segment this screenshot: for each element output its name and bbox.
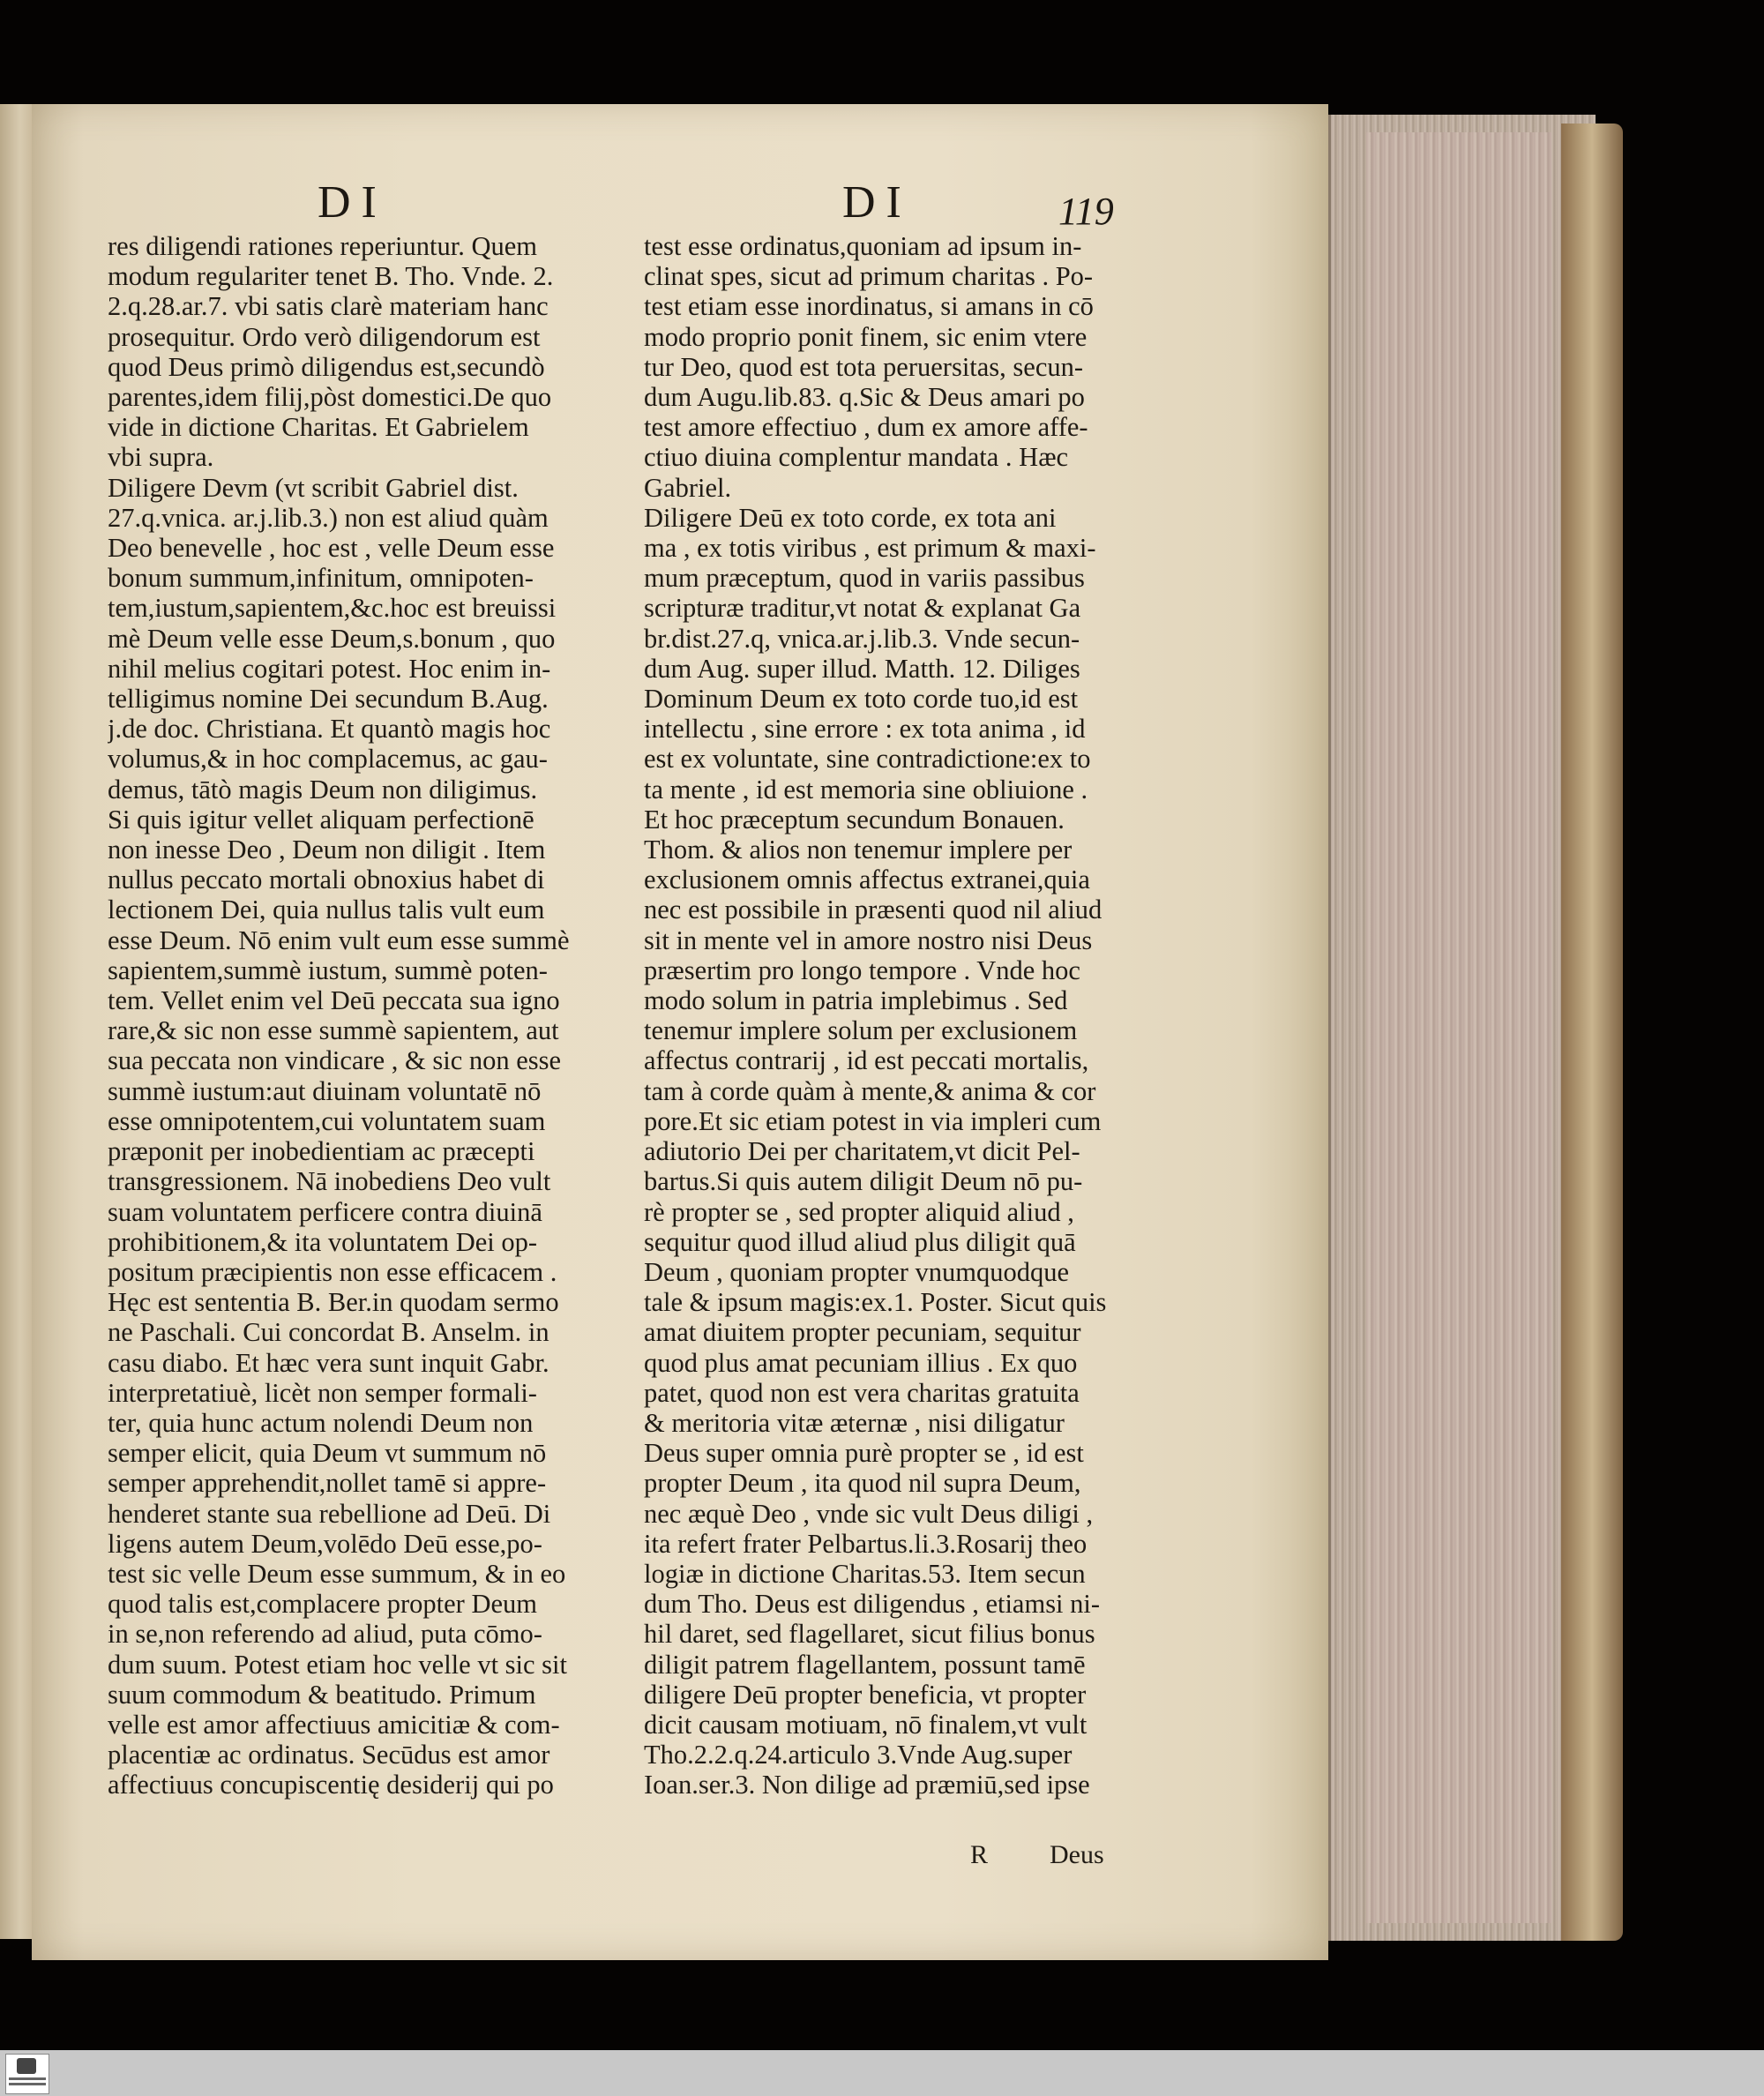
text-line: ne Paschali. Cui concordat B. Anselm. in (108, 1317, 549, 1348)
text-line: nihil melius cogitari potest. Hoc enim in- (108, 653, 551, 684)
text-line: tem. Vellet enim vel Deū peccata sua igno (108, 985, 560, 1016)
text-line: intellectu , sine errore : ex tota anima , id (644, 714, 1086, 745)
text-line: diligere Deū propter beneficia, vt propter (644, 1679, 1087, 1710)
text-line: dum Aug. super illud. Matth. 12. Diliges (644, 653, 1080, 684)
text-line: tur Deo, quod est tota peruersitas, secun- (644, 351, 1084, 382)
book-cover (1561, 124, 1623, 1941)
text-line: tenemur implere solum per exclusionem (644, 1015, 1078, 1046)
text-line: mum præceptum, quod in variis passibus (644, 563, 1085, 594)
text-line: prohibitionem,& ita voluntatem Dei op- (108, 1226, 538, 1257)
text-line: quod talis est,complacere propter Deum (108, 1589, 537, 1620)
text-line: vide in dictione Charitas. Et Gabrielem (108, 412, 529, 443)
viewer-footer-bar (0, 2050, 1764, 2096)
text-line: Hęc est sententia B. Ber.in quodam sermo (108, 1287, 559, 1318)
text-line: in se,non referendo ad aliud, puta cōmo- (108, 1619, 542, 1650)
text-line: sequitur quod illud aliud plus diligit quā (644, 1226, 1076, 1257)
text-line: Si quis igitur vellet aliquam perfectionē (108, 804, 534, 835)
text-line: sua peccata non vindicare , & sic non esse (108, 1045, 562, 1076)
text-line: test etiam esse inordinatus, si amans in cō (644, 291, 1094, 322)
text-line: pore.Et sic etiam potest in via impleri cum (644, 1105, 1102, 1136)
text-line: suum commodum & beatitudo. Primum (108, 1679, 536, 1710)
text-line: præponit per inobedientiam ac præcepti (108, 1136, 535, 1167)
text-line: Diligere Devm (vt scribit Gabriel dist. (108, 472, 519, 503)
text-line: j.de doc. Christiana. Et quantò magis hoc (108, 714, 551, 745)
text-line: ctiuo diuina complentur mandata . Hæc (644, 442, 1069, 473)
text-line: est ex voluntate, sine contradictione:ex to (644, 744, 1091, 775)
text-line: ita refert frater Pelbartus.li.3.Rosarij theo (644, 1528, 1088, 1559)
text-line: interpretatiuè, licèt non semper formali- (108, 1377, 537, 1408)
text-line: semper elicit, quia Deum vt summum nō (108, 1438, 547, 1469)
text-line: exclusionem omnis affectus extranei,quia (644, 865, 1090, 895)
text-line: summè iustum:aut diuinam voluntatē nō (108, 1075, 542, 1106)
text-line: positum præcipientis non esse efficacem . (108, 1256, 557, 1287)
text-line: hil daret, sed flagellaret, sicut filius bonus (644, 1619, 1095, 1650)
signature-mark: R (970, 1840, 989, 1869)
text-line: transgressionem. Nā inobediens Deo vult (108, 1166, 551, 1197)
text-line: dum Augu.lib.83. q.Sic & Deus amari po (644, 382, 1085, 413)
text-line: diligit patrem flagellantem, possunt tamē (644, 1649, 1086, 1680)
facing-page-edge (0, 104, 35, 1939)
text-line: affectiuus concupiscentię desiderij qui po (108, 1770, 554, 1800)
text-line: tale & ipsum magis:ex.1. Poster. Sicut quis (644, 1287, 1107, 1318)
text-line: nec æquè Deo , vnde sic vult Deus diligi , (644, 1498, 1094, 1529)
text-line: telligimus nomine Dei secundum B.Aug. (108, 684, 549, 715)
text-line: Diligere Deū ex toto corde, ex tota ani (644, 502, 1057, 533)
text-line: Thom. & alios non tenemur implere per (644, 835, 1073, 865)
text-line: test esse ordinatus,quoniam ad ipsum in- (644, 231, 1082, 261)
text-line: Dominum Deum ex toto corde tuo,id est (644, 684, 1079, 715)
text-line: ter, quia hunc actum nolendi Deum non (108, 1407, 534, 1438)
page-number: 119 (1058, 190, 1114, 233)
text-line: ta mente , id est memoria sine obliuione . (644, 774, 1088, 805)
running-head-right: DI (842, 177, 912, 228)
text-line: test amore effectiuo , dum ex amore affe- (644, 412, 1088, 443)
text-line: bartus.Si quis autem diligit Deum nō pu- (644, 1166, 1083, 1197)
text-line: nullus peccato mortali obnoxius habet di (108, 865, 545, 895)
text-line: parentes,idem filij,pòst domestici.De quo (108, 382, 552, 413)
text-line: demus, tātò magis Deum non diligimus. (108, 774, 538, 805)
text-line: dum Tho. Deus est diligendus , etiamsi ni- (644, 1589, 1101, 1620)
text-line: Deum , quoniam propter vnumquodque (644, 1256, 1069, 1287)
text-line: res diligendi rationes reperiuntur. Quem (108, 231, 538, 261)
library-logo-icon (5, 2054, 49, 2094)
text-line: affectus contrarij , id est peccati mortalis, (644, 1045, 1089, 1076)
text-line: scripturæ traditur,vt notat & explanat Ga (644, 593, 1081, 624)
text-line: sit in mente vel in amore nostro nisi Deus (644, 924, 1093, 955)
text-line: casu diabo. Et hæc vera sunt inquit Gabr. (108, 1347, 549, 1378)
text-line: Gabriel. (644, 472, 732, 503)
text-line: 27.q.vnica. ar.j.lib.3.) non est aliud quàm (108, 502, 549, 533)
text-line: sapientem,summè iustum, summè poten- (108, 954, 548, 985)
text-line: quod Deus primò diligendus est,secundò (108, 351, 545, 382)
text-line: tem,iustum,sapientem,&c.hoc est breuissi (108, 593, 557, 624)
text-line: velle est amor affectiuus amicitiæ & com- (108, 1709, 560, 1740)
text-line: mè Deum velle esse Deum,s.bonum , quo (108, 623, 556, 654)
text-column-left (108, 231, 637, 1800)
text-line: patet, quod non est vera charitas gratuita (644, 1377, 1080, 1408)
text-line: bonum summum,infinitum, omnipoten- (108, 563, 534, 594)
text-line: modum regulariter tenet B. Tho. Vnde. 2. (108, 261, 554, 292)
text-line: lectionem Dei, quia nullus talis vult eum (108, 895, 545, 925)
text-line: volumus,& in hoc complacemus, ac gau- (108, 744, 548, 775)
running-head-left: DI (318, 177, 387, 228)
text-line: suam voluntatem perficere contra diuinā (108, 1196, 542, 1227)
text-column-right (644, 231, 1173, 1800)
text-line: Deo benevelle , hoc est , velle Deum esse (108, 533, 555, 564)
text-line: vbi supra. (108, 442, 214, 473)
text-line: adiutorio Dei per charitatem,vt dicit Pel- (644, 1136, 1080, 1167)
text-line: Ioan.ser.3. Non dilige ad præmiū,sed ipse (644, 1770, 1090, 1800)
text-line: placentiæ ac ordinatus. Secūdus est amor (108, 1740, 550, 1770)
text-line: henderet stante sua rebellione ad Deū. Di (108, 1498, 551, 1529)
text-line: ligens autem Deum,volēdo Deū esse,po- (108, 1528, 542, 1559)
text-line: non inesse Deo , Deum non diligit . Item (108, 835, 546, 865)
text-line: rare,& sic non esse summè sapientem, aut (108, 1015, 559, 1046)
text-line: Deus super omnia purè propter se , id est (644, 1438, 1084, 1469)
text-line: Et hoc præceptum secundum Bonauen. (644, 804, 1065, 835)
text-line: clinat spes, sicut ad primum charitas . Po- (644, 261, 1094, 292)
text-line: modo proprio ponit finem, sic enim vtere (644, 321, 1088, 352)
text-line: tam à corde quàm à mente,& anima & cor (644, 1075, 1096, 1106)
text-line: logiæ in dictione Charitas.53. Item secun (644, 1558, 1086, 1589)
text-line: test sic velle Deum esse summum, & in eo (108, 1558, 566, 1589)
text-line: dicit causam motiuam, nō finalem,vt vult (644, 1709, 1088, 1740)
text-line: amat diuitem propter pecuniam, sequitur (644, 1317, 1081, 1348)
text-line: præsertim pro longo tempore . Vnde hoc (644, 954, 1080, 985)
fore-edge-leaves (1366, 132, 1551, 1923)
text-line: propter Deum , ita quod nil supra Deum, (644, 1468, 1081, 1499)
text-line: & meritoria vitæ æternæ , nisi diligatur (644, 1407, 1065, 1438)
text-line: rè propter se , sed propter aliquid aliud , (644, 1196, 1074, 1227)
text-line: br.dist.27.q, vnica.ar.j.lib.3. Vnde secun- (644, 623, 1080, 654)
text-line: Tho.2.2.q.24.articulo 3.Vnde Aug.super (644, 1740, 1073, 1770)
text-line: esse omnipotentem,cui voluntatem suam (108, 1105, 546, 1136)
text-line: dum suum. Potest etiam hoc velle vt sic sit (108, 1649, 567, 1680)
text-line: nec est possibile in præsenti quod nil aliud (644, 895, 1102, 925)
catchword: Deus (1050, 1840, 1104, 1869)
text-line: 2.q.28.ar.7. vbi satis clarè materiam hanc (108, 291, 549, 322)
text-line: semper apprehendit,nollet tamē si appre- (108, 1468, 547, 1499)
text-line: ma , ex totis viribus , est primum & maxi- (644, 533, 1096, 564)
text-line: prosequitur. Ordo verò diligendorum est (108, 321, 541, 352)
text-line: quod plus amat pecuniam illius . Ex quo (644, 1347, 1078, 1378)
text-line: esse Deum. Nō enim vult eum esse summè (108, 924, 570, 955)
book-fore-edge (1328, 115, 1596, 1941)
text-line: modo solum in patria implebimus . Sed (644, 985, 1068, 1016)
